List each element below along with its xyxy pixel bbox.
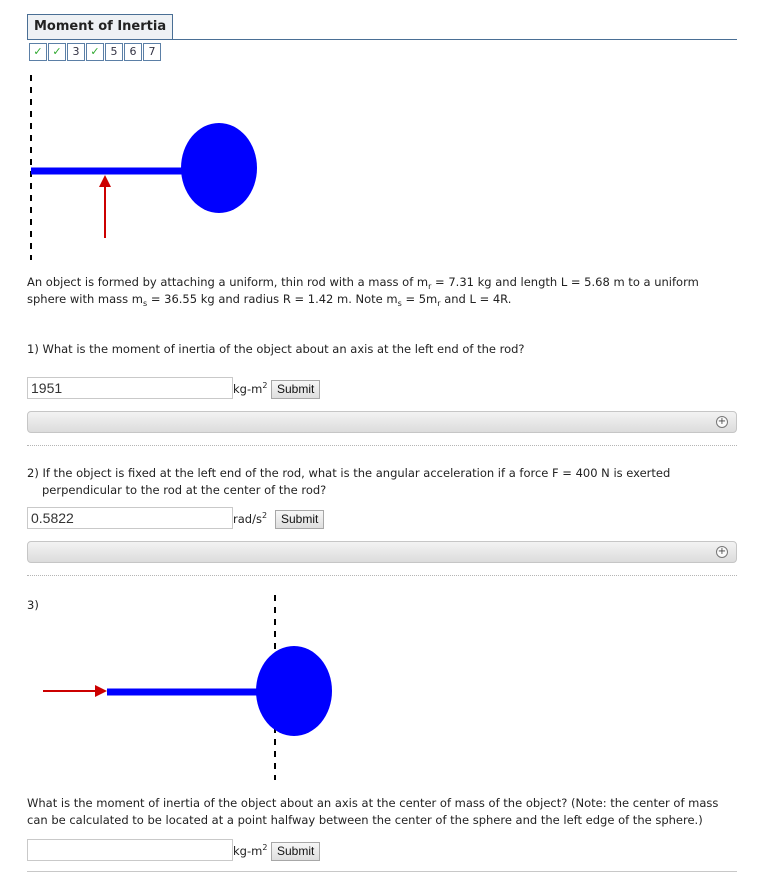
step-5-button[interactable]: 5 [105, 43, 123, 61]
title-divider [27, 39, 737, 40]
step-7-button[interactable]: 7 [143, 43, 161, 61]
page-title: Moment of Inertia [27, 14, 173, 39]
answer-2-unit: rad/$s^2$ [233, 511, 268, 526]
step-4-button[interactable]: ✓ [86, 43, 104, 61]
plus-circle-icon[interactable]: + [717, 416, 727, 427]
problem-statement: An object is formed by attaching a uniform, thin rod with a mass of $m_r = 7.31$ kg and length L = 5.68 m to a uniform sphere with mass $m_s = 36.55$ kg and radius R = 1.42 m. Note $m_s = 5m_r$ and L = 4R. [27, 275, 699, 308]
step-1-button[interactable]: ✓ [29, 43, 47, 61]
rod-sphere-diagram [0, 60, 300, 260]
section-divider [27, 445, 737, 446]
answer-1-unit: $kg-m^2$ [233, 381, 268, 396]
bottom-divider [27, 871, 737, 872]
force-arrow-head [99, 175, 111, 187]
submit-2-button[interactable]: Submit [275, 510, 324, 529]
submit-1-button[interactable]: Submit [271, 380, 320, 399]
section-divider [27, 575, 737, 576]
answer-3-unit: $kg-m^2$ [233, 843, 268, 858]
hint-2-bar[interactable] [27, 541, 737, 563]
question-3-label: 3) [27, 598, 39, 612]
hint-1-bar[interactable] [27, 411, 737, 433]
rod-sphere-cm-diagram [30, 590, 350, 790]
submit-3-button[interactable]: Submit [271, 842, 320, 861]
answer-1-input[interactable] [27, 377, 233, 399]
step-6-button[interactable]: 6 [124, 43, 142, 61]
answer-3-input[interactable] [27, 839, 233, 861]
step-3-button[interactable]: 3 [67, 43, 85, 61]
question-3-text: What is the moment of inertia of the object about an axis at the center of mass of the object? (Note: the center of mass can be calculated to be located at a point halfway between the center of the sphere and the left edge of the sphere.) [27, 796, 719, 827]
question-1-text: 1) What is the moment of inertia of the object about an axis at the left end of the rod? [27, 342, 525, 356]
force-arrow-head [95, 685, 107, 697]
step-2-button[interactable]: ✓ [48, 43, 66, 61]
sphere-shape [256, 646, 332, 736]
question-2-text: 2) If the object is fixed at the left end of the rod, what is the angular acceleration if a force F = 400 N is exerted perpendicular to the rod at the center of the rod? [27, 466, 671, 497]
sphere-shape [181, 123, 257, 213]
answer-2-input[interactable] [27, 507, 233, 529]
plus-circle-icon[interactable]: + [717, 546, 727, 557]
step-navigation [29, 43, 162, 61]
